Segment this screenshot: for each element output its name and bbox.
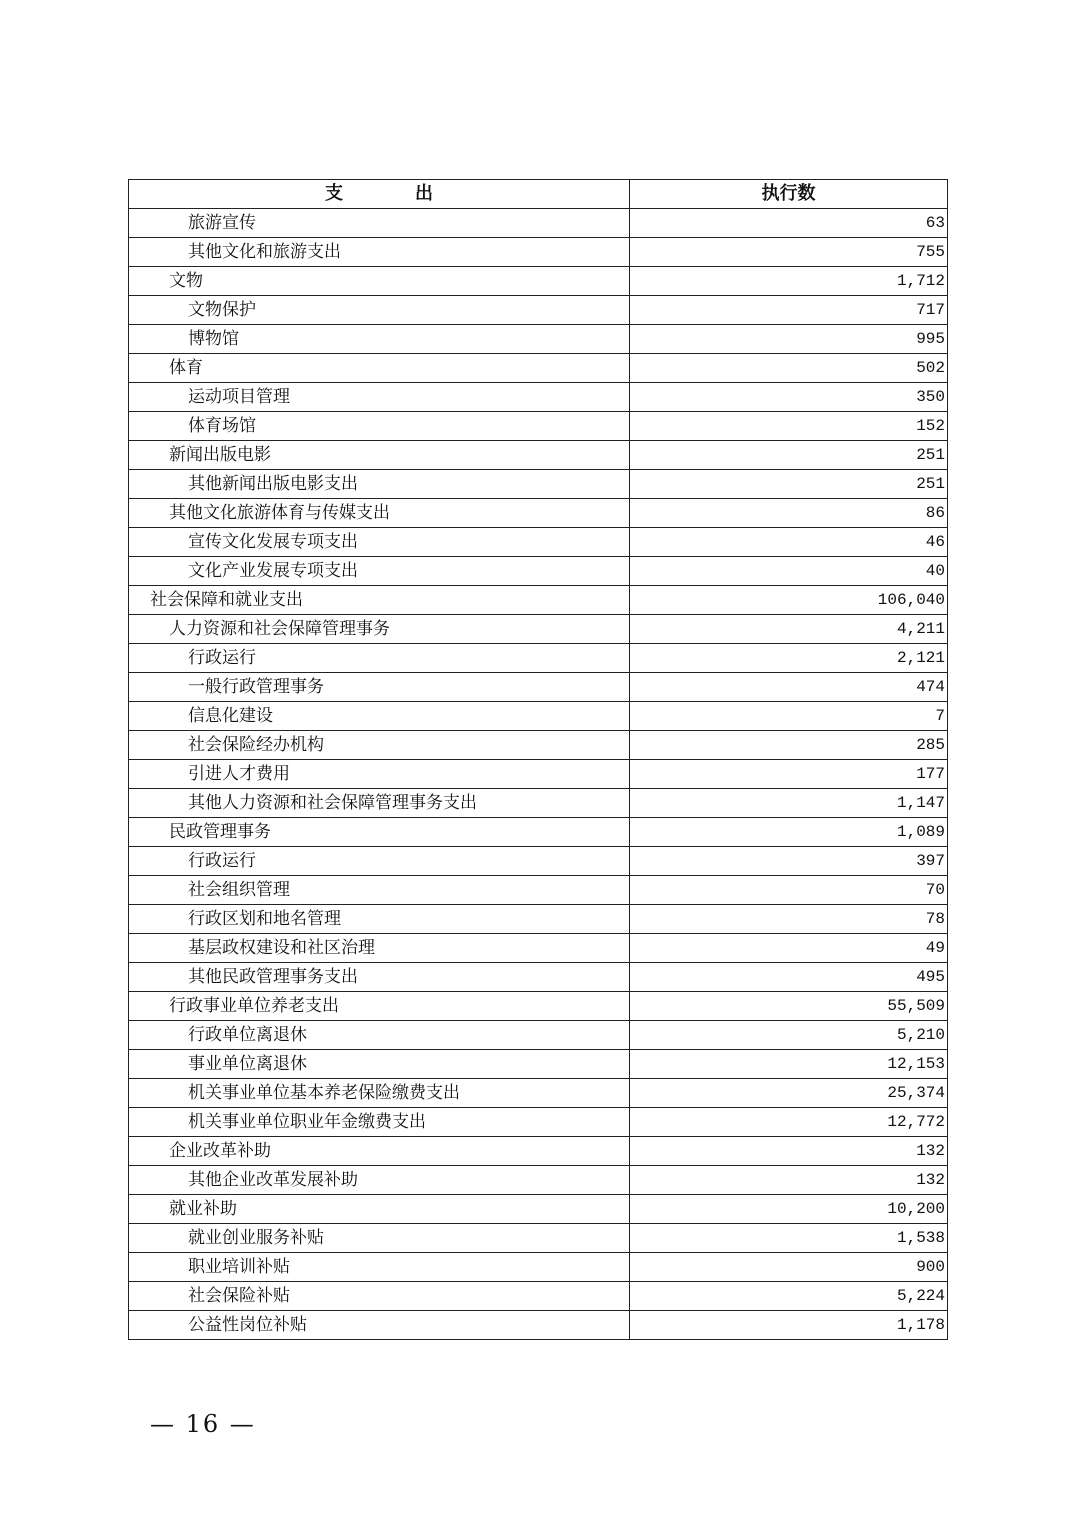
row-item-value: 502 (630, 354, 948, 383)
row-item-value: 717 (630, 296, 948, 325)
row-item-name: 职业培训补贴 (129, 1253, 630, 1282)
table-row (129, 905, 948, 934)
header-expenditure: 支 出 (129, 180, 630, 209)
expenditure-table (128, 179, 948, 1340)
row-item-value: 40 (630, 557, 948, 586)
row-item-name: 民政管理事务 (129, 818, 630, 847)
row-item-name: 行政事业单位养老支出 (129, 992, 630, 1021)
row-item-value: 285 (630, 731, 948, 760)
row-item-value: 132 (630, 1137, 948, 1166)
row-item-value: 5,210 (630, 1021, 948, 1050)
row-item-name: 人力资源和社会保障管理事务 (129, 615, 630, 644)
row-item-name: 企业改革补助 (129, 1137, 630, 1166)
row-item-value: 1,178 (630, 1311, 948, 1340)
table-row (129, 412, 948, 441)
row-item-name: 社会保险经办机构 (129, 731, 630, 760)
row-item-value: 1,147 (630, 789, 948, 818)
row-item-name: 机关事业单位职业年金缴费支出 (129, 1108, 630, 1137)
row-item-name: 社会组织管理 (129, 876, 630, 905)
row-item-name: 其他企业改革发展补助 (129, 1166, 630, 1195)
row-item-name: 引进人才费用 (129, 760, 630, 789)
row-item-name: 新闻出版电影 (129, 441, 630, 470)
row-item-name: 运动项目管理 (129, 383, 630, 412)
table-row (129, 325, 948, 354)
row-item-name: 体育场馆 (129, 412, 630, 441)
row-item-value: 7 (630, 702, 948, 731)
row-item-name: 其他人力资源和社会保障管理事务支出 (129, 789, 630, 818)
row-item-name: 公益性岗位补贴 (129, 1311, 630, 1340)
table-header-row (129, 180, 948, 209)
table-row (129, 673, 948, 702)
row-item-value: 1,089 (630, 818, 948, 847)
row-item-name: 宣传文化发展专项支出 (129, 528, 630, 557)
table-row (129, 876, 948, 905)
table-row (129, 1282, 948, 1311)
row-item-value: 49 (630, 934, 948, 963)
row-item-value: 132 (630, 1166, 948, 1195)
row-item-name: 机关事业单位基本养老保险缴费支出 (129, 1079, 630, 1108)
table-row (129, 1108, 948, 1137)
row-item-name: 其他文化旅游体育与传媒支出 (129, 499, 630, 528)
row-item-name: 其他文化和旅游支出 (129, 238, 630, 267)
row-item-name: 行政运行 (129, 644, 630, 673)
table-row (129, 296, 948, 325)
row-item-name: 一般行政管理事务 (129, 673, 630, 702)
row-item-value: 12,153 (630, 1050, 948, 1079)
table-body (129, 209, 948, 1340)
table-row (129, 499, 948, 528)
row-item-value: 86 (630, 499, 948, 528)
table-row (129, 557, 948, 586)
table-row (129, 354, 948, 383)
row-item-name: 行政单位离退休 (129, 1021, 630, 1050)
row-item-value: 152 (630, 412, 948, 441)
row-item-value: 755 (630, 238, 948, 267)
table-row (129, 818, 948, 847)
table-row (129, 528, 948, 557)
row-item-value: 78 (630, 905, 948, 934)
table-row (129, 1224, 948, 1253)
table-row (129, 1195, 948, 1224)
row-item-value: 25,374 (630, 1079, 948, 1108)
row-item-name: 体育 (129, 354, 630, 383)
table-row (129, 441, 948, 470)
table-row (129, 1050, 948, 1079)
table-row (129, 847, 948, 876)
row-item-value: 474 (630, 673, 948, 702)
table-row (129, 731, 948, 760)
table-row (129, 615, 948, 644)
row-item-value: 4,211 (630, 615, 948, 644)
table-row (129, 1253, 948, 1282)
row-item-name: 文物 (129, 267, 630, 296)
row-item-value: 251 (630, 470, 948, 499)
row-item-value: 5,224 (630, 1282, 948, 1311)
table-row (129, 586, 948, 615)
row-item-value: 12,772 (630, 1108, 948, 1137)
row-item-name: 其他新闻出版电影支出 (129, 470, 630, 499)
row-item-name: 行政区划和地名管理 (129, 905, 630, 934)
row-item-value: 251 (630, 441, 948, 470)
row-item-value: 70 (630, 876, 948, 905)
table-row (129, 1166, 948, 1195)
table-row (129, 963, 948, 992)
row-item-value: 177 (630, 760, 948, 789)
table-row (129, 267, 948, 296)
row-item-name: 行政运行 (129, 847, 630, 876)
table-row (129, 760, 948, 789)
table-row (129, 644, 948, 673)
row-item-value: 495 (630, 963, 948, 992)
row-item-value: 2,121 (630, 644, 948, 673)
row-item-value: 63 (630, 209, 948, 238)
row-item-name: 旅游宣传 (129, 209, 630, 238)
header-executed-amount: 执行数 (630, 180, 948, 209)
row-item-name: 文物保护 (129, 296, 630, 325)
table-row (129, 238, 948, 267)
table-row (129, 934, 948, 963)
row-item-name: 就业补助 (129, 1195, 630, 1224)
row-item-value: 1,538 (630, 1224, 948, 1253)
row-item-name: 社会保险补贴 (129, 1282, 630, 1311)
row-item-name: 信息化建设 (129, 702, 630, 731)
page-number: — 16 — (150, 1410, 256, 1438)
table-row (129, 789, 948, 818)
row-item-name: 其他民政管理事务支出 (129, 963, 630, 992)
row-item-value: 1,712 (630, 267, 948, 296)
table-row (129, 470, 948, 499)
row-item-value: 10,200 (630, 1195, 948, 1224)
row-item-value: 46 (630, 528, 948, 557)
row-item-name: 社会保障和就业支出 (129, 586, 630, 615)
row-item-value: 106,040 (630, 586, 948, 615)
row-item-name: 事业单位离退休 (129, 1050, 630, 1079)
table-row (129, 702, 948, 731)
table-row (129, 1079, 948, 1108)
table-row (129, 992, 948, 1021)
row-item-name: 就业创业服务补贴 (129, 1224, 630, 1253)
row-item-value: 900 (630, 1253, 948, 1282)
table-row (129, 209, 948, 238)
row-item-value: 55,509 (630, 992, 948, 1021)
table-row (129, 383, 948, 412)
row-item-value: 350 (630, 383, 948, 412)
row-item-value: 397 (630, 847, 948, 876)
row-item-name: 博物馆 (129, 325, 630, 354)
row-item-value: 995 (630, 325, 948, 354)
row-item-name: 基层政权建设和社区治理 (129, 934, 630, 963)
row-item-name: 文化产业发展专项支出 (129, 557, 630, 586)
table-row (129, 1021, 948, 1050)
table-row (129, 1137, 948, 1166)
table-row (129, 1311, 948, 1340)
